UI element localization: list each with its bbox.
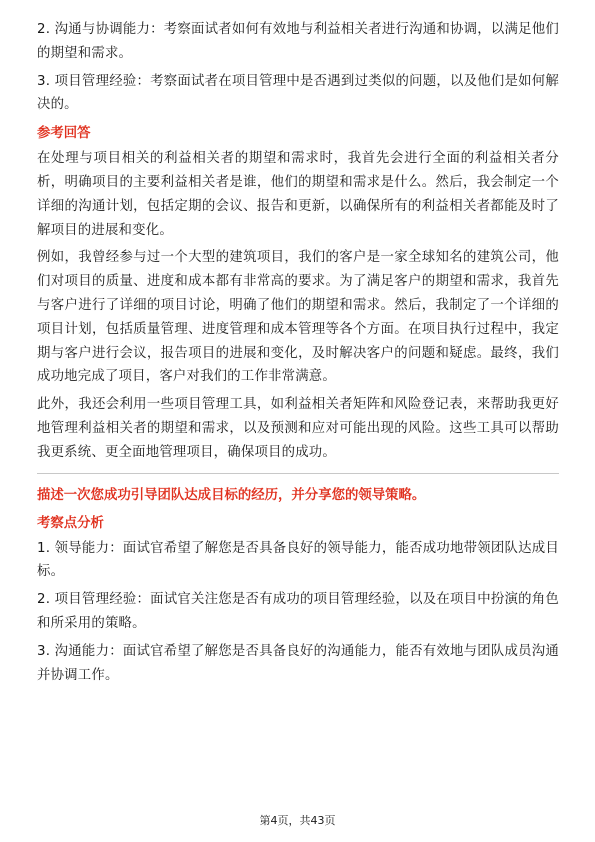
page-number: 第4页，共43页 — [259, 814, 336, 827]
question-title: 描述一次您成功引导团队达成目标的经历，并分享您的领导策略。 — [37, 487, 426, 503]
analysis-item-2: 2. 沟通与协调能力：考察面试者如何有效地与利益相关者进行沟通和协调，以满足他们的期望和需求。 — [37, 22, 559, 61]
reference-answer-heading: 参考回答 — [37, 126, 91, 142]
question-analysis-item-2: 2. 项目管理经验：面试官关注您是否有成功的项目管理经验，以及在项目中扮演的角色和所采用的策略。 — [37, 592, 559, 631]
analysis-heading: 考察点分析 — [37, 515, 104, 531]
reference-paragraph-3: 此外，我还会利用一些项目管理工具，如利益相关者矩阵和风险登记表，来帮助我更好地管理利益相关者的期望和需求，以及预测和应对可能出现的风险。这些工具可以帮助我更系统、更全面地管理项目，确保项目的成功。 — [37, 397, 559, 460]
document-body — [37, 18, 559, 691]
question-analysis-item-3: 3. 沟通能力：面试官希望了解您是否具备良好的沟通能力，能否有效地与团队成员沟通并协调工作。 — [37, 643, 559, 683]
reference-paragraph-2: 例如，我曾经参与过一个大型的建筑项目，我们的客户是一家全球知名的建筑公司，他们对项目的质量、进度和成本都有非常高的要求。为了满足客户的期望和需求，我首先与客户进行了详细的项目讨论，明确了他们的期望和需求。然后，我制定了一个详细的项目计划，包括质量管理、进度管理和成本管理等各个方面。在项目执行过程中，我定期与客户进行会议，报告项目的进展和变化，及时解决客户的问题和疑虑。最终，我们成功地完成了项目，客户对我们的工作非常满意。 — [37, 250, 559, 385]
analysis-item-3: 3. 项目管理经验：考察面试者在项目管理中是否遇到过类似的问题，以及他们是如何解决的。 — [37, 73, 559, 113]
reference-paragraph-1: 在处理与项目相关的利益相关者的期望和需求时，我首先会进行全面的利益相关者分析，明确项目的主要利益相关者是谁，他们的期望和需求是什么。然后，我会制定一个详细的沟通计划，包括定期的会议、报告和更新，以确保所有的利益相关者都能及时了解项目的进展和变化。 — [37, 151, 559, 238]
question-analysis-item-1: 1. 领导能力：面试官希望了解您是否具备良好的领导能力，能否成功地带领团队达成目标。 — [37, 540, 559, 580]
section-divider — [37, 473, 559, 474]
